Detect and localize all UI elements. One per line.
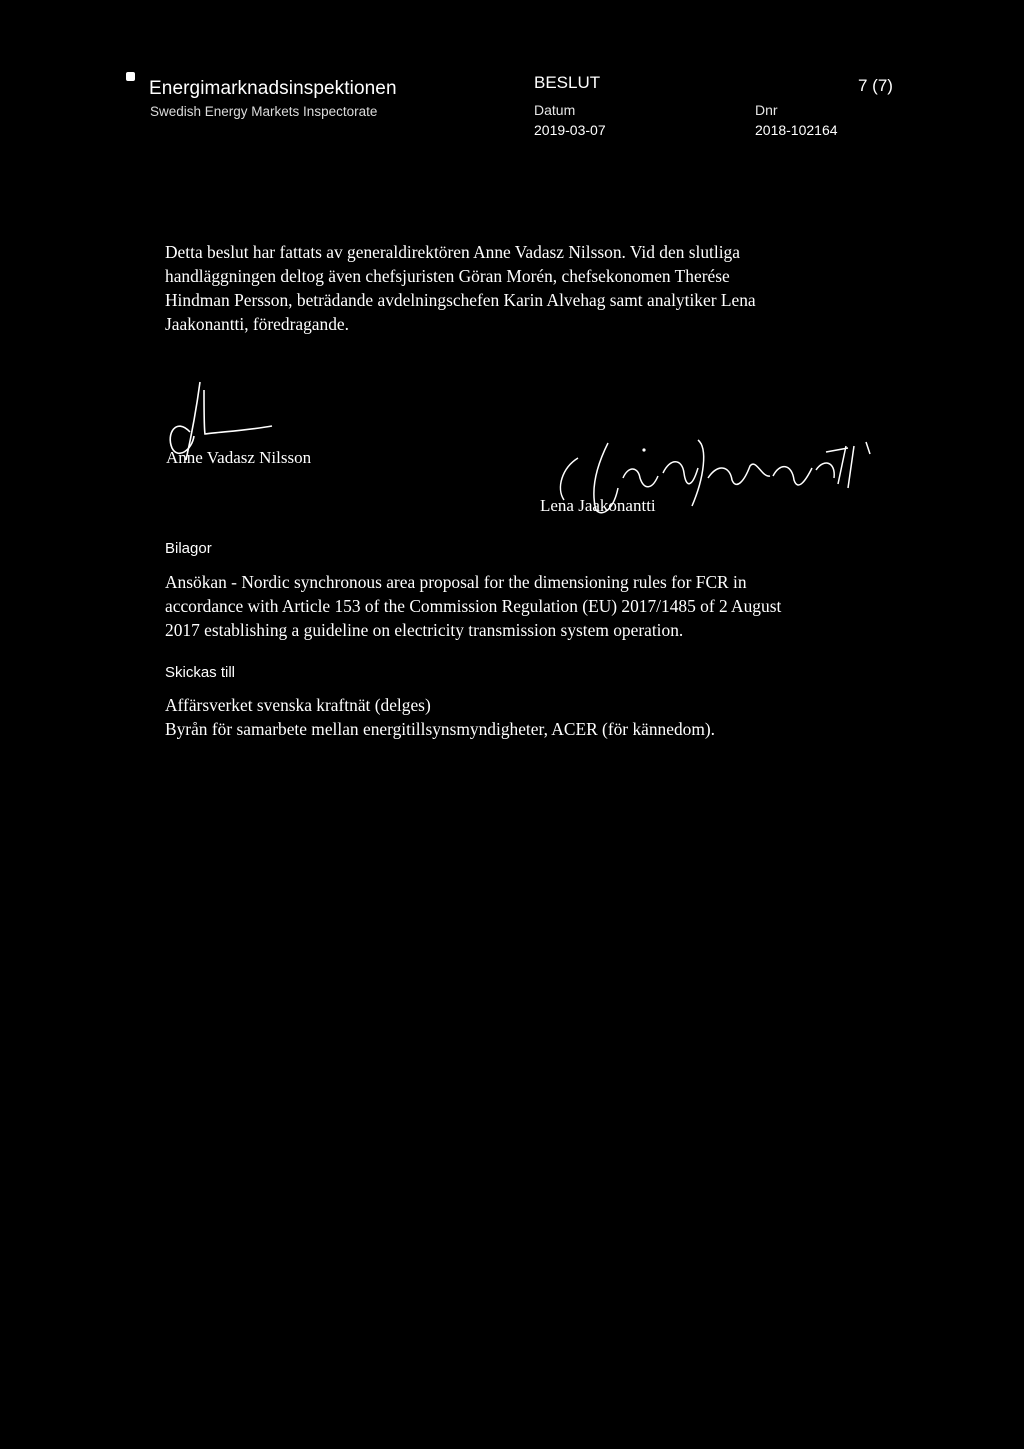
date-label: Datum: [534, 102, 576, 118]
recipient-line: Byrån för samarbete mellan energitillsynsmyndigheter, ACER (för kännedom).: [165, 719, 716, 739]
attachments-heading: Bilagor: [165, 540, 212, 557]
page-number: 7 (7): [858, 76, 893, 95]
dnr-label: Dnr: [755, 102, 778, 118]
attachment-line: 2017 establishing a guideline on electricity transmission system operation.: [165, 620, 684, 640]
recipients-heading: Skickas till: [165, 664, 236, 681]
attachment-line: accordance with Article 153 of the Commission Regulation (EU) 2017/1485 of 2 August: [165, 596, 782, 616]
signer-name-1: Anne Vadasz Nilsson: [166, 448, 312, 467]
recipient-line: Affärsverket svenska kraftnät (delges): [165, 695, 431, 715]
document-type: BESLUT: [534, 73, 601, 92]
attachments-text: [165, 570, 845, 642]
date-value: 2019-03-07: [534, 122, 606, 138]
paragraph-line: Hindman Persson, beträdande avdelningschefen Karin Alvehag samt analytiker Lena: [165, 290, 756, 310]
recipients-text: [165, 693, 845, 741]
paragraph-line: Jaakonantti, föredragande.: [165, 314, 349, 334]
paragraph-line: handläggningen deltog även chefsjuristen Göran Morén, chefsekonomen Therése: [165, 266, 730, 286]
dnr-value: 2018-102164: [755, 122, 838, 138]
attachment-line: Ansökan - Nordic synchronous area proposal for the dimensioning rules for FCR in: [165, 572, 747, 592]
logo-mark-icon: [126, 72, 135, 81]
paragraph-line: Detta beslut har fattats av generaldirektören Anne Vadasz Nilsson. Vid den slutliga: [165, 242, 740, 262]
org-name-en: Swedish Energy Markets Inspectorate: [150, 104, 378, 119]
signer-name-2: Lena Jaakonantti: [540, 496, 656, 515]
decision-paragraph: [165, 240, 845, 336]
org-name: Energimarknadsinspektionen: [149, 78, 397, 99]
